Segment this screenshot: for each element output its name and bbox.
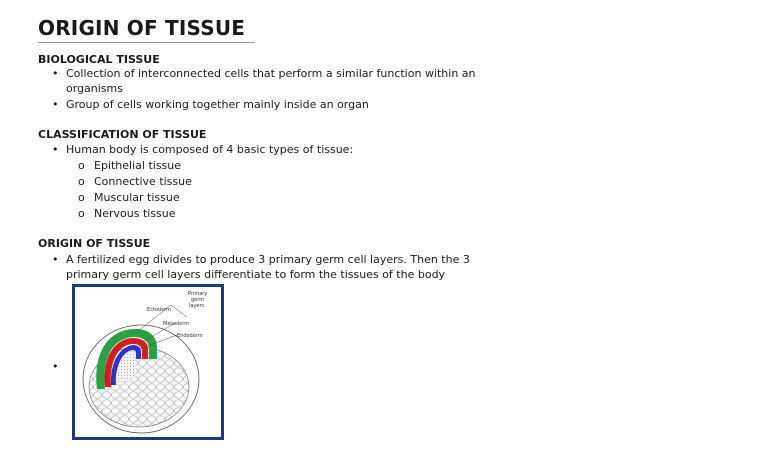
sub-item-connective: Connective tissue [94,175,192,188]
label-ectoderm: Ectoderm [147,307,172,313]
label-primary: Primary [188,291,208,297]
germ-layer-figure [72,284,224,440]
section-heading-biological-tissue: BIOLOGICAL TISSUE [38,53,160,66]
section-heading-classification-of-tissue: CLASSIFICATION OF TISSUE [38,128,207,141]
label-germ: germ [191,297,205,303]
sub-bullet-marker: o [78,191,85,204]
bullet-text-continued: organisms [66,82,123,95]
bullet-marker: • [52,143,59,156]
sub-bullet-marker: o [78,207,85,220]
bullet-text: Group of cells working together mainly inside an organ [66,98,369,111]
bullet-marker-figure: • [52,360,59,373]
sub-item-nervous: Nervous tissue [94,207,176,220]
bullet-text: A fertilized egg divides to produce 3 primary germ cell layers. Then the 3 [66,253,470,266]
bullet-marker: • [52,253,59,266]
label-layers: layers [189,303,205,309]
sub-bullet-marker: o [78,175,85,188]
bullet-text: Human body is composed of 4 basic types of tissue: [66,143,354,156]
embryo-diagram [75,287,221,437]
bullet-text: Collection of interconnected cells that perform a similar function within an [66,67,476,80]
bullet-marker: • [52,67,59,80]
section-heading-origin-of-tissue: ORIGIN OF TISSUE [38,237,151,250]
sub-item-muscular: Muscular tissue [94,191,180,204]
label-mesoderm: Mesoderm [163,321,190,327]
page-title: ORIGIN OF TISSUE [38,16,246,40]
label-endoderm: Endoderm [177,333,203,339]
sub-item-epithelial: Epithelial tissue [94,159,182,172]
sub-bullet-marker: o [78,159,85,172]
bullet-text-continued: primary germ cell layers differentiate to form the tissues of the body [66,268,446,281]
title-underline [38,42,255,43]
bullet-marker: • [52,98,59,111]
